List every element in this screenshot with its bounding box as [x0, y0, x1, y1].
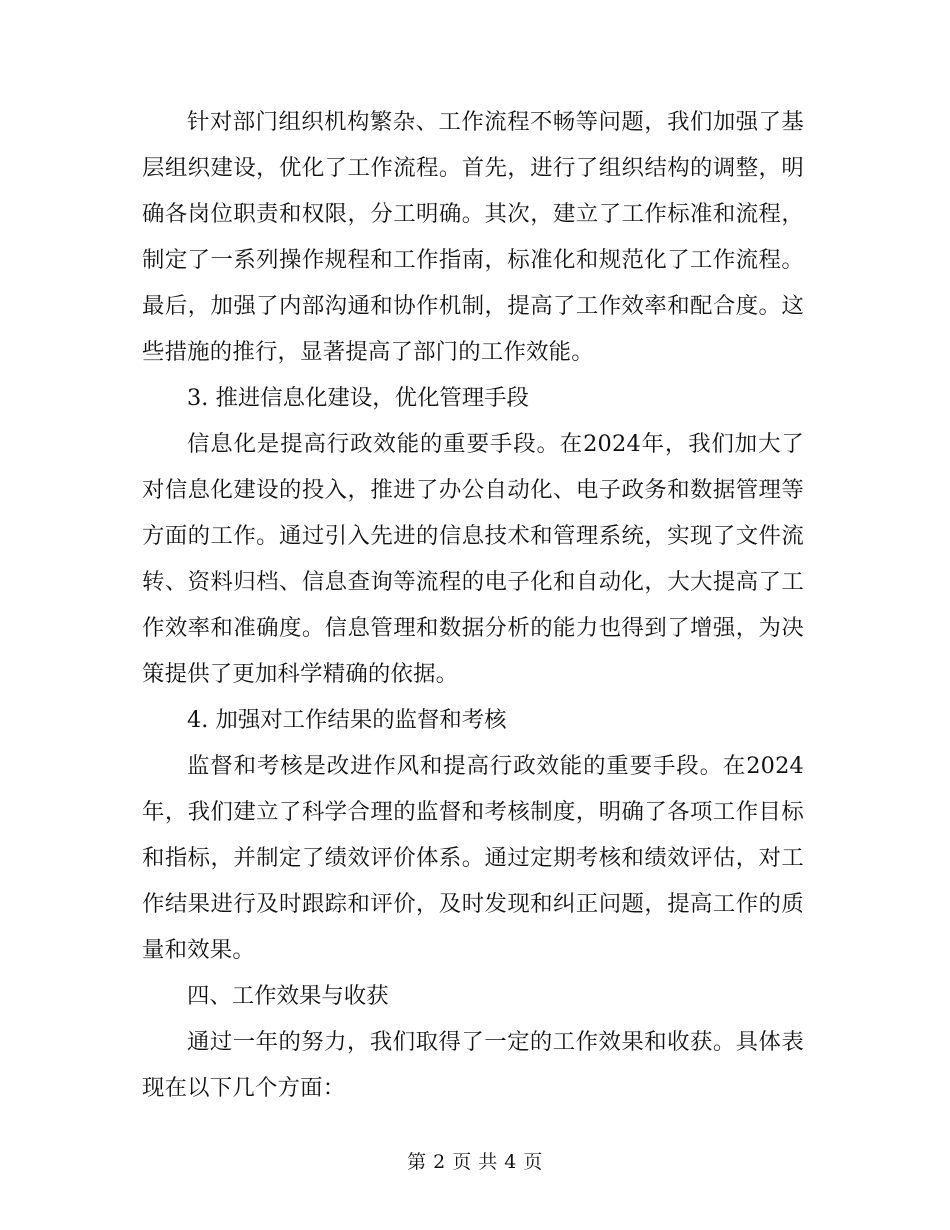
page-number-footer: 第 2 页 共 4 页: [407, 1151, 543, 1173]
paragraph-results: 通过一年的努力，我们取得了一定的工作效果和收获。具体表现在以下几个方面：: [142, 1029, 804, 1101]
document-body: [142, 99, 804, 1111]
paragraph-supervision: 监督和考核是改进作风和提高行政效能的重要手段。在2024年，我们建立了科学合理的监督和考核制度，明确了各项工作目标和指标，并制定了绩效评价体系。通过定期考核和绩效评估，对工作结果进行及时跟踪和评价，及时发现和纠正问题，提高工作的质量和效果。: [142, 753, 804, 963]
paragraph-workflow-optimization: 针对部门组织机构繁杂、工作流程不畅等问题，我们加强了基层组织建设，优化了工作流程。首先，进行了组织结构的调整，明确各岗位职责和权限，分工明确。其次，建立了工作标准和流程，制定了一系列操作规程和工作指南，标准化和规范化了工作流程。最后，加强了内部沟通和协作机制，提高了工作效率和配合度。这些措施的推行，显著提高了部门的工作效能。: [142, 109, 804, 365]
section-heading-supervision: 4. 加强对工作结果的监督和考核: [187, 707, 507, 733]
paragraph-informatization: 信息化是提高行政效能的重要手段。在2024年，我们加大了对信息化建设的投入，推进了办公自动化、电子政务和数据管理等方面的工作。通过引入先进的信息技术和管理系统，实现了文件流转、资料归档、信息查询等流程的电子化和自动化，大大提高了工作效率和准确度。信息管理和数据分析的能力也得到了增强，为决策提供了更加科学精确的依据。: [142, 431, 804, 687]
section-heading-results: 四、工作效果与收获: [187, 983, 389, 1009]
section-heading-informatization: 3. 推进信息化建设，优化管理手段: [187, 385, 529, 411]
